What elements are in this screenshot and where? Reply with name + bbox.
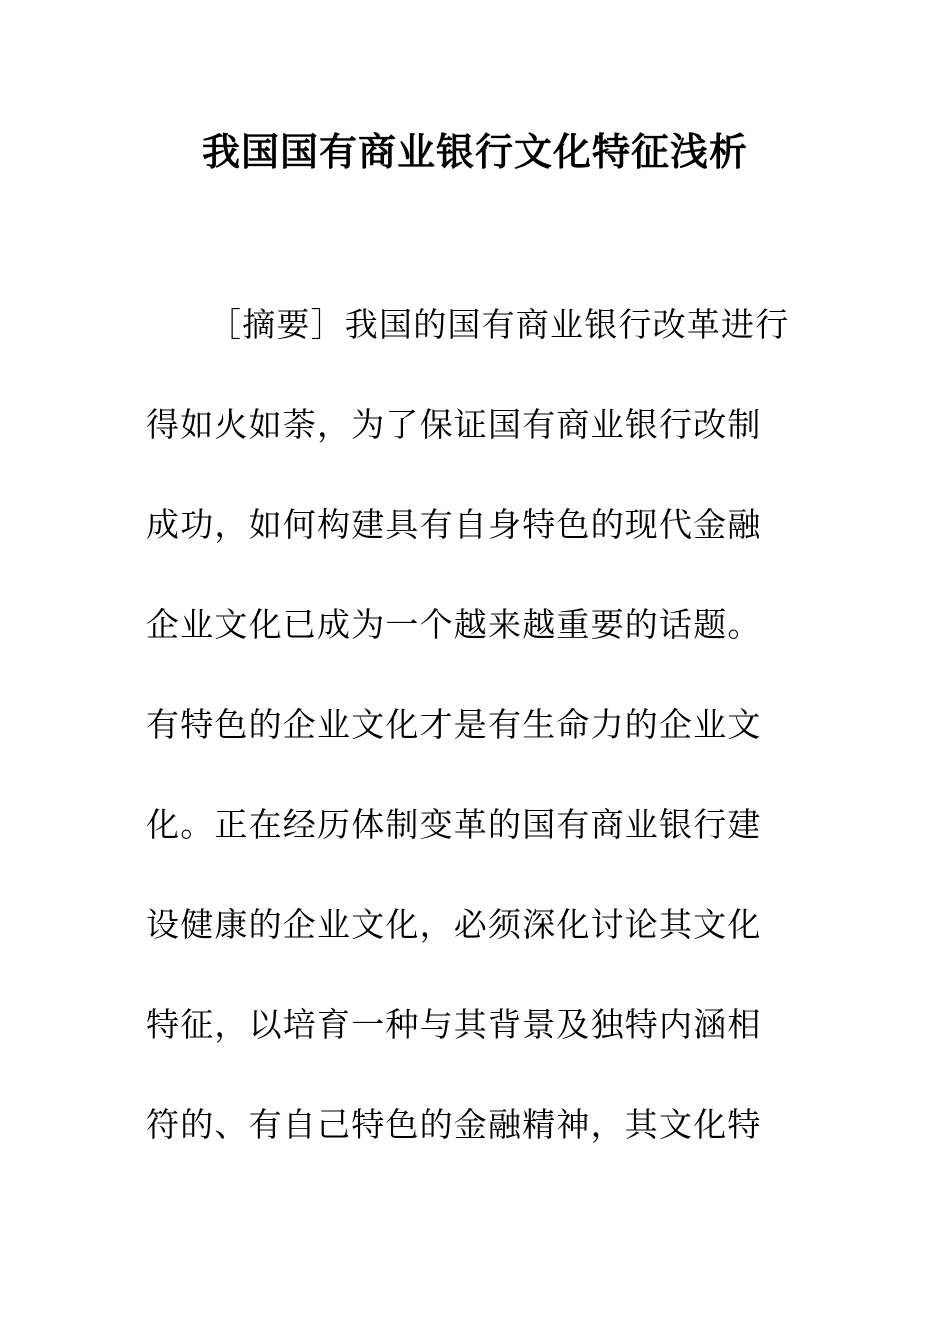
text-line: 企业文化已成为一个越来越重要的话题。 bbox=[146, 605, 762, 644]
text-line: ［摘要］我国的国有商业银行改革进行 bbox=[208, 305, 790, 344]
text-line: 得如火如荼，为了保证国有商业银行改制 bbox=[146, 405, 762, 444]
text-line: 化。正在经历体制变革的国有商业银行建 bbox=[146, 805, 762, 844]
text-line: 特征，以培育一种与其背景及独特内涵相 bbox=[146, 1005, 762, 1044]
text-line: 有特色的企业文化才是有生命力的企业文 bbox=[146, 705, 762, 744]
text-line: 符的、有自己特色的金融精神，其文化特 bbox=[146, 1105, 762, 1144]
text-line: 成功，如何构建具有自身特色的现代金融 bbox=[146, 505, 762, 544]
document-title: 我国国有商业银行文化特征浅析 bbox=[201, 129, 748, 174]
text-line: 设健康的企业文化，必须深化讨论其文化 bbox=[146, 905, 762, 944]
